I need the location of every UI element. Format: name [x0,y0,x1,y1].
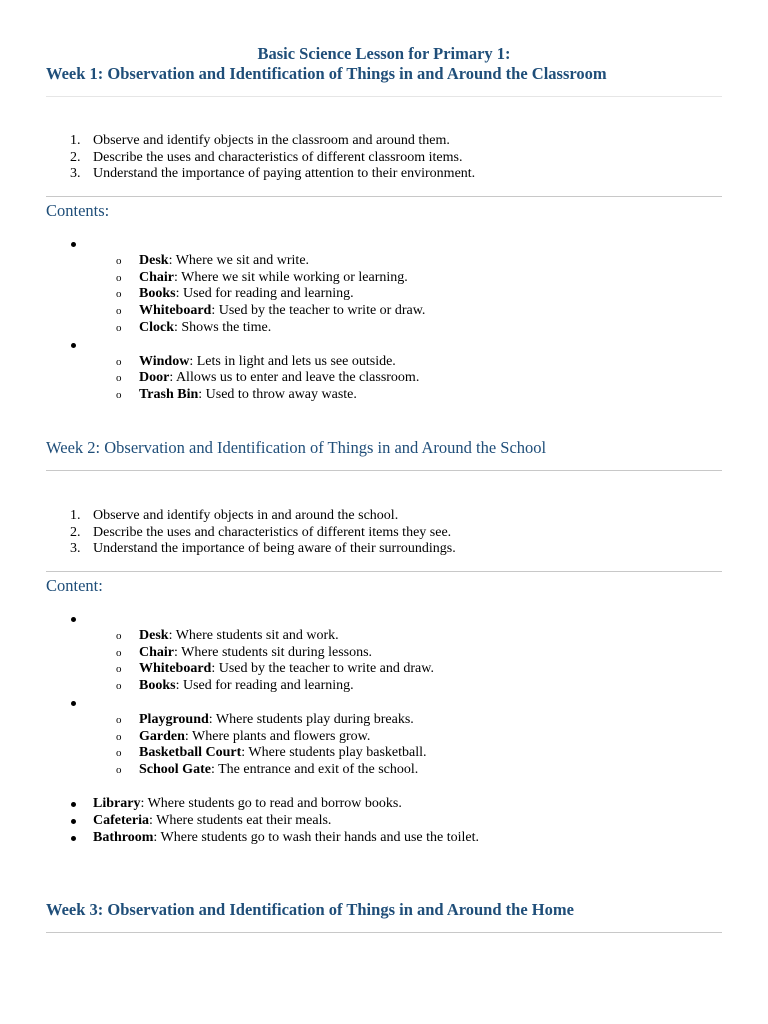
bullet-icon [71,343,76,348]
divider [46,96,722,97]
circle-bullet-icon: o [116,747,122,760]
list-item: o Books: Used for reading and learning. [116,678,354,694]
bullet-icon [71,701,76,706]
list-item: o Trash Bin: Used to throw away waste. [116,387,357,403]
circle-bullet-icon: o [116,680,122,693]
bullet-icon [71,819,76,824]
list-item: 2. Describe the uses and characteristics of different classroom items. [70,149,463,165]
list-item: o Desk: Where students sit and work. [116,627,339,643]
list-item: o School Gate: The entrance and exit of the school. [116,762,419,778]
bullet-icon [71,836,76,841]
bullet-icon [71,802,76,807]
week1-objectives [46,133,475,183]
circle-bullet-icon: o [116,646,122,659]
week2-contents-list [46,611,434,779]
list-item: o Garden: Where plants and flowers grow. [116,728,371,744]
list-item: 3. Understand the importance of being aware of their surroundings. [70,541,456,557]
list-item [46,695,434,779]
list-item: o Basketball Court: Where students play basketball. [116,745,427,761]
week2-heading: Week 2: Observation and Identification of Things in and Around the School [46,438,547,457]
list-item: 2. Describe the uses and characteristics of different items they see. [70,524,452,540]
list-item: Bathroom: Where students go to wash their hands and use the toilet. [46,830,479,847]
document-title: Basic Science Lesson for Primary 1: [257,44,511,63]
bullet-icon [71,242,76,247]
list-item [46,611,434,695]
list-item: Cafeteria: Where students eat their meals. [46,813,479,830]
week2-extra-list [46,796,479,846]
list-item: o Chair: Where students sit during lessons. [116,644,373,660]
circle-bullet-icon: o [116,764,122,777]
circle-bullet-icon: o [116,271,122,284]
week1-contents-list [46,236,425,404]
list-item: Library: Where students go to read and borrow books. [46,796,479,813]
week1-heading: Week 1: Observation and Identification of Things in and Around the Classroom [46,64,607,83]
week3-heading: Week 3: Observation and Identification of Things in and Around the Home [46,900,574,919]
list-item: o Whiteboard: Used by the teacher to write or draw. [116,303,426,319]
list-item: o Clock: Shows the time. [116,319,272,335]
sub-list [46,712,434,779]
list-item: o Whiteboard: Used by the teacher to write and draw. [116,661,434,677]
sub-list [46,253,425,337]
sub-list [46,354,425,404]
content-heading: Content: [46,576,103,595]
bullet-icon [71,617,76,622]
list-item: o Chair: Where we sit while working or learning. [116,269,408,285]
circle-bullet-icon: o [116,288,122,301]
circle-bullet-icon: o [116,372,122,385]
circle-bullet-icon: o [116,355,122,368]
sub-list [46,628,434,695]
circle-bullet-icon: o [116,321,122,334]
divider [46,470,722,471]
circle-bullet-icon: o [116,629,122,642]
circle-bullet-icon: o [116,663,122,676]
divider [46,932,722,933]
week2-objectives [46,508,456,558]
list-item: o Door: Allows us to enter and leave the classroom. [116,370,420,386]
contents-heading: Contents: [46,201,110,220]
list-item: o Desk: Where we sit and write. [116,252,310,268]
list-item: o Playground: Where students play during breaks. [116,711,414,727]
list-item: 1. Observe and identify objects in the classroom and around them. [70,133,450,148]
circle-bullet-icon: o [116,713,122,726]
list-item [46,236,425,337]
divider [46,571,722,572]
list-item: o Window: Lets in light and lets us see outside. [116,353,396,369]
circle-bullet-icon: o [116,730,122,743]
list-item: 3. Understand the importance of paying attention to their environment. [70,166,476,182]
circle-bullet-icon: o [116,305,122,318]
circle-bullet-icon: o [116,389,122,402]
list-item [46,337,425,404]
list-item: o Books: Used for reading and learning. [116,286,354,302]
divider [46,196,722,197]
circle-bullet-icon: o [116,254,122,267]
list-item: 1. Observe and identify objects in and around the school. [70,508,399,523]
